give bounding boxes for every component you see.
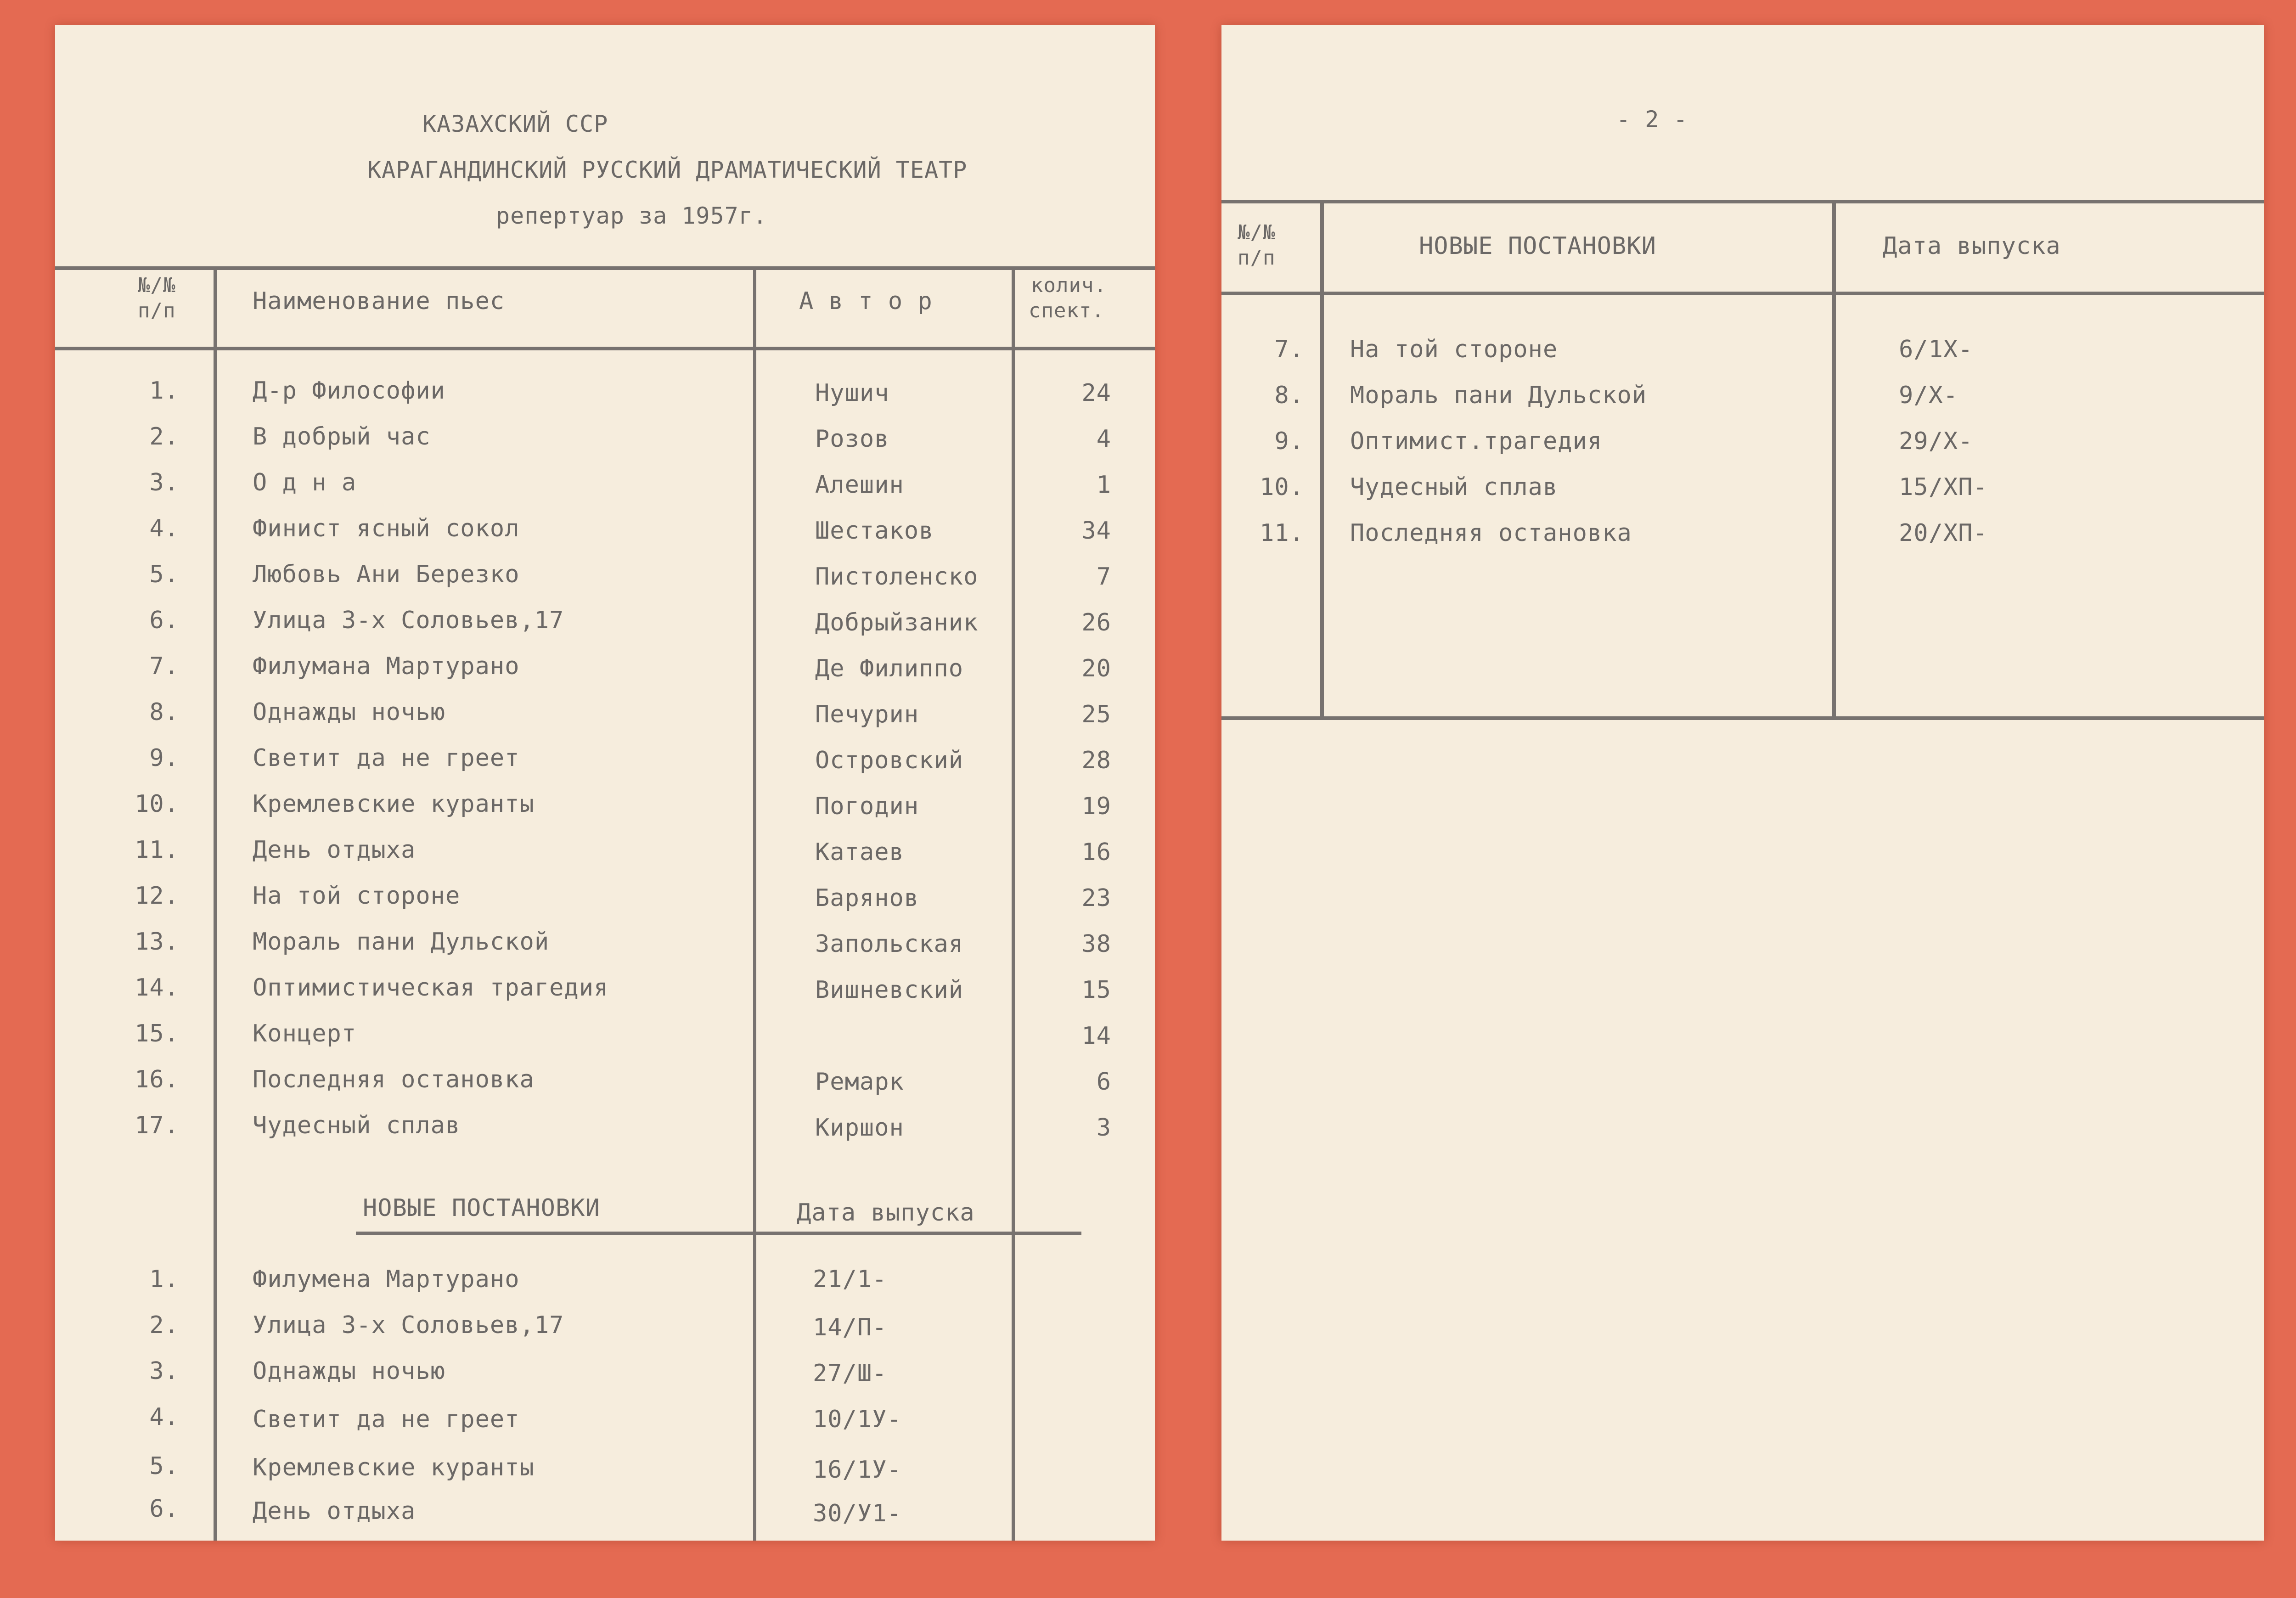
document-page-2 <box>1221 25 2264 1541</box>
production-title: Филумена Мартурано <box>253 1266 520 1293</box>
row-number: 13. <box>135 928 179 956</box>
header-repertoire: репертуар за 1957г. <box>496 203 767 229</box>
column-header-num-2: п/п <box>138 299 176 322</box>
play-author: Погодин <box>815 793 919 820</box>
performance-count: 6 <box>1096 1068 1111 1096</box>
performance-count: 24 <box>1081 379 1111 407</box>
release-date: 10/1У- <box>813 1406 902 1433</box>
row-number: 8. <box>1274 382 1304 409</box>
play-title: Любовь Ани Березко <box>253 561 520 588</box>
play-author: Барянов <box>815 884 919 912</box>
play-author: Ремарк <box>815 1068 904 1096</box>
row-number: 6. <box>149 1495 179 1523</box>
play-author: Пистоленско <box>815 563 979 591</box>
play-author: Алешин <box>815 471 904 499</box>
row-number: 11. <box>1260 519 1304 547</box>
play-title: На той стороне <box>253 882 461 910</box>
play-title: Филумана Мартурано <box>253 653 520 680</box>
play-author: Де Филиппо <box>815 655 964 682</box>
play-title: В добрый час <box>253 423 431 450</box>
row-number: 6. <box>149 607 179 634</box>
production-title: День отдыха <box>253 1497 416 1525</box>
play-author: Нушич <box>815 379 889 407</box>
release-date: 16/1У- <box>813 1456 902 1484</box>
performance-count: 14 <box>1081 1022 1111 1050</box>
new-section-rule <box>356 1232 1081 1235</box>
column-header-count: колич. <box>1031 274 1107 297</box>
performance-count: 28 <box>1081 747 1111 774</box>
play-title: Оптимистическая трагедия <box>253 974 609 1002</box>
header-theatre: КАРАГАНДИНСКИЙ РУССКИЙ ДРАМАТИЧЕСКИЙ ТЕАТР <box>367 157 968 183</box>
play-author: Запольская <box>815 930 964 958</box>
page-number: - 2 - <box>1616 106 1688 133</box>
play-author: Шестаков <box>815 517 934 545</box>
performance-count: 25 <box>1081 701 1111 728</box>
row-number: 17. <box>135 1112 179 1139</box>
row-number: 8. <box>149 698 179 726</box>
performance-count: 15 <box>1081 976 1111 1004</box>
release-date: 9/Х- <box>1899 382 1958 409</box>
release-date: 6/1Х- <box>1899 336 1973 363</box>
table-bottom-rule <box>1221 716 2264 720</box>
column-header-count-2: спект. <box>1029 299 1104 322</box>
row-number: 11. <box>135 836 179 864</box>
column-header-num: №/№ <box>138 274 176 297</box>
play-title: Д-р Философии <box>253 377 445 405</box>
play-title: Однажды ночью <box>253 698 445 726</box>
header-country: КАЗАХСКИЙ ССР <box>422 111 608 137</box>
performance-count: 20 <box>1081 655 1111 682</box>
production-title: На той стороне <box>1350 336 1558 363</box>
release-date: 27/Ш- <box>813 1360 887 1387</box>
play-author: Вишневский <box>815 976 964 1004</box>
performance-count: 16 <box>1081 838 1111 866</box>
column-divider-3 <box>1012 266 1015 1541</box>
row-number: 7. <box>1274 336 1304 363</box>
play-author: Печурин <box>815 701 919 728</box>
play-author: Добрыйзаник <box>815 609 979 636</box>
performance-count: 1 <box>1096 471 1111 499</box>
production-title: Оптимист.трагедия <box>1350 428 1603 455</box>
row-number: 3. <box>149 1357 179 1385</box>
performance-count: 3 <box>1096 1114 1111 1142</box>
column-header-title: НОВЫЕ ПОСТАНОВКИ <box>1419 232 1656 260</box>
release-date: 15/ХП- <box>1899 473 1988 501</box>
row-number: 14. <box>135 974 179 1002</box>
column-header-author: А в т о р <box>799 287 933 315</box>
row-number: 10. <box>1260 473 1304 501</box>
column-header-title: Наименование пьес <box>253 287 505 315</box>
release-date: 29/Х- <box>1899 428 1973 455</box>
release-date: 21/1- <box>813 1266 887 1293</box>
row-number: 1. <box>149 377 179 405</box>
document-page-1 <box>55 25 1155 1541</box>
row-number: 15. <box>135 1020 179 1047</box>
column-header-num: №/№ <box>1238 221 1276 244</box>
production-title: Мораль пани Дульской <box>1350 382 1647 409</box>
play-title: Финист ясный сокол <box>253 515 520 542</box>
row-number: 3. <box>149 469 179 496</box>
release-date: 30/У1- <box>813 1500 902 1527</box>
performance-count: 38 <box>1081 930 1111 958</box>
release-date: 14/П- <box>813 1314 887 1341</box>
column-divider-1 <box>1320 200 1324 719</box>
column-header-date: Дата выпуска <box>1883 232 2061 260</box>
performance-count: 26 <box>1081 609 1111 636</box>
performance-count: 4 <box>1096 425 1111 453</box>
row-number: 12. <box>135 882 179 910</box>
row-number: 4. <box>149 1403 179 1431</box>
row-number: 2. <box>149 423 179 450</box>
production-title: Чудесный сплав <box>1350 473 1558 501</box>
play-author: Розов <box>815 425 889 453</box>
row-number: 4. <box>149 515 179 542</box>
column-header-num-2: п/п <box>1238 246 1276 270</box>
row-number: 1. <box>149 1266 179 1293</box>
row-number: 10. <box>135 790 179 818</box>
production-title: Последняя остановка <box>1350 519 1632 547</box>
play-author: Островский <box>815 747 964 774</box>
play-author: Киршон <box>815 1114 904 1142</box>
row-number: 16. <box>135 1066 179 1093</box>
play-title: О д н а <box>253 469 357 496</box>
performance-count: 7 <box>1096 563 1111 591</box>
new-productions-heading: НОВЫЕ ПОСТАНОВКИ <box>363 1194 600 1222</box>
release-date: 20/ХП- <box>1899 519 1988 547</box>
row-number: 7. <box>149 653 179 680</box>
column-divider-1 <box>214 266 217 1541</box>
play-title: Последняя остановка <box>253 1066 535 1093</box>
play-title: День отдыха <box>253 836 416 864</box>
production-title: Однажды ночью <box>253 1357 445 1385</box>
play-title: Кремлевские куранты <box>253 790 535 818</box>
table-top-rule <box>1221 200 2264 203</box>
performance-count: 34 <box>1081 517 1111 545</box>
release-date-header: Дата выпуска <box>797 1199 975 1227</box>
production-title: Кремлевские куранты <box>253 1454 535 1481</box>
table-header-rule <box>55 347 1155 350</box>
table-header-rule <box>1221 292 2264 295</box>
performance-count: 19 <box>1081 793 1111 820</box>
performance-count: 23 <box>1081 884 1111 912</box>
row-number: 5. <box>149 561 179 588</box>
column-divider-2 <box>1832 200 1836 719</box>
play-title: Концерт <box>253 1020 357 1047</box>
row-number: 5. <box>149 1452 179 1480</box>
production-title: Улица 3-х Соловьев,17 <box>253 1311 564 1339</box>
column-divider-2 <box>753 266 756 1541</box>
row-number: 2. <box>149 1311 179 1339</box>
play-author: Катаев <box>815 838 904 866</box>
production-title: Светит да не греет <box>253 1406 520 1433</box>
row-number: 9. <box>1274 428 1304 455</box>
row-number: 9. <box>149 744 179 772</box>
play-title: Светит да не греет <box>253 744 520 772</box>
table-top-rule <box>55 266 1155 270</box>
play-title: Чудесный сплав <box>253 1112 461 1139</box>
play-title: Мораль пани Дульской <box>253 928 550 956</box>
play-title: Улица 3-х Соловьев,17 <box>253 607 564 634</box>
